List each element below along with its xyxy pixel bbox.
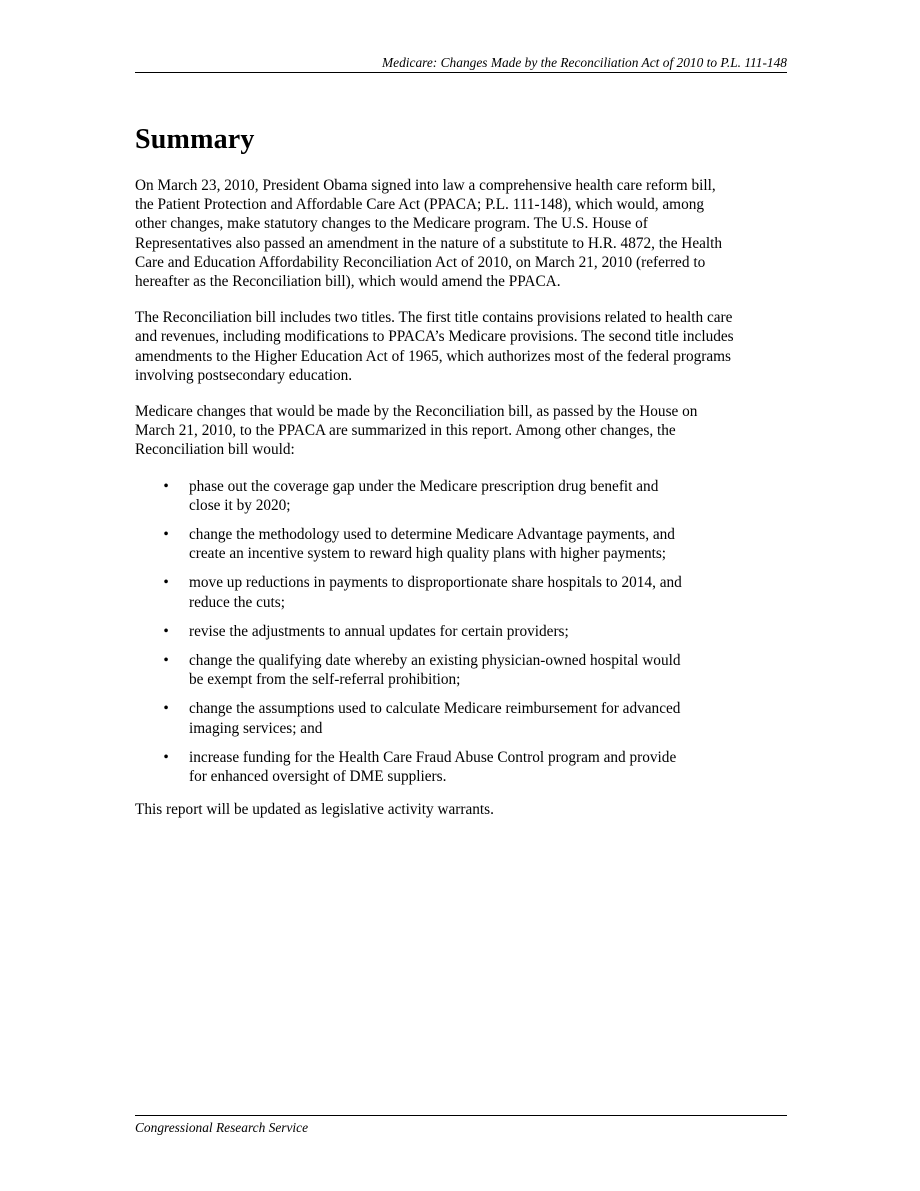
paragraph-line: amendments to the Higher Education Act of 1965, which authorizes most of the federal programs bbox=[135, 347, 731, 365]
bullet-icon: • bbox=[163, 700, 169, 718]
bullet-line: move up reductions in payments to disproportionate share hospitals to 2014, and bbox=[189, 574, 682, 592]
bullet-line: phase out the coverage gap under the Medicare prescription drug benefit and bbox=[189, 477, 659, 495]
header-divider bbox=[135, 72, 787, 73]
bullet-line: change the qualifying date whereby an existing physician-owned hospital would bbox=[189, 652, 681, 670]
paragraph-line: March 21, 2010, to the PPACA are summarized in this report. Among other changes, the bbox=[135, 422, 676, 440]
paragraph-line: and revenues, including modifications to PPACA’s Medicare provisions. The second title includes bbox=[135, 328, 734, 346]
bullet-line: create an incentive system to reward high quality plans with higher payments; bbox=[189, 545, 667, 563]
summary-body bbox=[135, 176, 795, 836]
closing-statement: This report will be updated as legislative activity warrants. bbox=[135, 801, 494, 819]
bullet-item bbox=[135, 748, 795, 786]
bullet-icon: • bbox=[163, 574, 169, 592]
bullet-icon: • bbox=[163, 748, 169, 766]
bullet-list bbox=[135, 477, 795, 787]
running-header: Medicare: Changes Made by the Reconciliation Act of 2010 to P.L. 111-148 bbox=[382, 55, 787, 70]
bullet-item bbox=[135, 622, 795, 641]
bullet-line: for enhanced oversight of DME suppliers. bbox=[189, 768, 447, 786]
bullet-icon: • bbox=[163, 477, 169, 495]
footer-divider bbox=[135, 1115, 787, 1116]
bullet-item bbox=[135, 573, 795, 611]
bullet-line: close it by 2020; bbox=[189, 496, 291, 514]
paragraph-titles bbox=[135, 308, 795, 385]
footer-publisher: Congressional Research Service bbox=[135, 1120, 309, 1135]
paragraph-line: Reconciliation bill would: bbox=[135, 441, 295, 459]
bullet-line: be exempt from the self-referral prohibition; bbox=[189, 671, 461, 689]
paragraph-intro bbox=[135, 176, 795, 291]
bullet-line: increase funding for the Health Care Fraud Abuse Control program and provide bbox=[189, 748, 677, 766]
paragraph-line: Representatives also passed an amendment in the nature of a substitute to H.R. 4872, the Health bbox=[135, 234, 723, 252]
bullet-icon: • bbox=[163, 652, 169, 670]
bullet-item bbox=[135, 699, 795, 737]
bullet-line: imaging services; and bbox=[189, 719, 323, 737]
bullet-icon: • bbox=[163, 526, 169, 544]
paragraph-line: the Patient Protection and Affordable Care Act (PPACA; P.L. 111-148), which would, among bbox=[135, 196, 705, 214]
bullet-item bbox=[135, 651, 795, 689]
bullet-line: change the assumptions used to calculate Medicare reimbursement for advanced bbox=[189, 700, 681, 718]
bullet-item bbox=[135, 477, 795, 515]
paragraph-line: Care and Education Affordability Reconciliation Act of 2010, on March 21, 2010 (referred to bbox=[135, 253, 706, 271]
paragraph-line: involving postsecondary education. bbox=[135, 366, 353, 384]
paragraph-line: Medicare changes that would be made by the Reconciliation bill, as passed by the House on bbox=[135, 403, 698, 421]
section-title: Summary bbox=[135, 124, 255, 155]
paragraph-changes bbox=[135, 402, 795, 460]
bullet-line: change the methodology used to determine Medicare Advantage payments, and bbox=[189, 526, 675, 544]
paragraph-line: On March 23, 2010, President Obama signed into law a comprehensive health care reform bill, bbox=[135, 177, 716, 194]
bullet-item bbox=[135, 525, 795, 563]
bullet-icon: • bbox=[163, 622, 169, 640]
bullet-line: revise the adjustments to annual updates for certain providers; bbox=[189, 622, 569, 640]
bullet-line: reduce the cuts; bbox=[189, 593, 285, 611]
paragraph-line: other changes, make statutory changes to the Medicare program. The U.S. House of bbox=[135, 215, 648, 233]
paragraph-line: hereafter as the Reconciliation bill), which would amend the PPACA. bbox=[135, 273, 561, 291]
paragraph-line: The Reconciliation bill includes two titles. The first title contains provisions related to health care bbox=[135, 309, 733, 327]
